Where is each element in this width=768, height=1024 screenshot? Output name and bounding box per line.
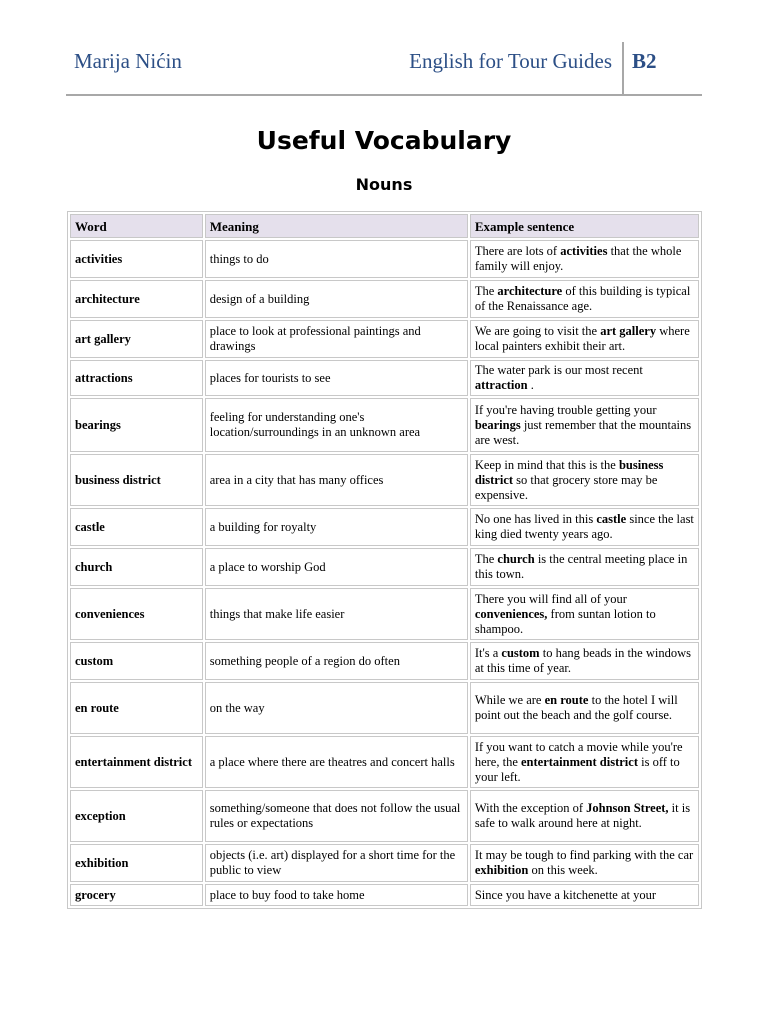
vocab-meaning: area in a city that has many offices <box>205 454 468 506</box>
vocab-word: grocery <box>70 884 203 906</box>
example-text: While we are <box>474 693 545 707</box>
vocab-example <box>470 360 699 396</box>
vocab-word: bearings <box>70 398 203 452</box>
example-highlight: activities <box>560 244 608 258</box>
course-title: English for Tour Guides <box>409 49 612 73</box>
vocab-meaning: a place where there are theatres and concert halls <box>205 736 468 788</box>
example-highlight: attraction <box>474 378 528 392</box>
column-header-meaning: Meaning <box>205 214 468 238</box>
example-text: to the hotel I will point out the beach and the golf course. <box>474 693 678 722</box>
example-text: it is safe to walk around here at night. <box>474 801 691 830</box>
vocab-example <box>470 844 699 882</box>
table-row <box>70 844 699 882</box>
example-text: to hang beads in the windows at this time of year. <box>474 646 691 675</box>
vocab-example <box>470 454 699 506</box>
example-text: Keep in mind that this is the <box>474 457 619 472</box>
example-highlight: exhibition <box>474 863 529 877</box>
table-row <box>70 884 699 906</box>
example-text: We are going to visit the <box>474 324 601 338</box>
author-name: Marija Nićin <box>74 49 182 73</box>
example-highlight: conveniences, <box>474 606 548 621</box>
vocab-word: entertainment district <box>70 736 203 788</box>
table-row <box>70 588 699 640</box>
example-highlight: art gallery <box>600 324 657 338</box>
table-row <box>70 454 699 506</box>
example-text: If you want to catch a movie while you're here, the <box>474 739 683 769</box>
example-text: since the last king died twenty years ago. <box>474 512 694 541</box>
vocab-meaning: place to look at professional paintings and drawings <box>205 320 468 358</box>
example-text: is off to your left. <box>474 754 680 784</box>
vocabulary-table <box>67 211 702 909</box>
column-header-example: Example sentence <box>470 214 699 238</box>
vocab-meaning: things to do <box>205 240 468 278</box>
vocab-example <box>470 398 699 452</box>
vocab-example <box>470 320 699 358</box>
vocab-meaning: places for tourists to see <box>205 360 468 396</box>
example-text: is the central meeting place in this town. <box>474 552 688 581</box>
vocab-meaning: objects (i.e. art) displayed for a short time for the public to view <box>205 844 468 882</box>
example-text: It's a <box>474 646 502 660</box>
table-row <box>70 682 699 734</box>
vocab-word: en route <box>70 682 203 734</box>
vocab-meaning: something/someone that does not follow the usual rules or expectations <box>205 790 468 842</box>
vocab-meaning: something people of a region do often <box>205 642 468 680</box>
table-row <box>70 398 699 452</box>
vocab-word: exception <box>70 790 203 842</box>
vocab-word: church <box>70 548 203 586</box>
example-highlight: architecture <box>497 284 563 298</box>
vocab-word: attractions <box>70 360 203 396</box>
example-text: There you will find all of your <box>474 591 627 606</box>
vocab-example <box>470 790 699 842</box>
example-text: that the whole family will enjoy. <box>474 244 682 273</box>
example-highlight: entertainment district <box>521 754 638 769</box>
example-text: It may be tough to find parking with the car <box>474 848 694 862</box>
example-text: just remember that the mountains are west. <box>474 417 692 447</box>
vocab-example <box>470 884 699 906</box>
vocab-example <box>470 280 699 318</box>
vocab-example <box>470 240 699 278</box>
example-text: . <box>527 378 534 392</box>
example-highlight: bearings <box>474 417 521 432</box>
example-text: There are lots of <box>474 244 561 258</box>
vocab-word: custom <box>70 642 203 680</box>
vocab-meaning: design of a building <box>205 280 468 318</box>
vocab-meaning: things that make life easier <box>205 588 468 640</box>
vocab-example <box>470 642 699 680</box>
vocab-example <box>470 736 699 788</box>
table-row <box>70 280 699 318</box>
vocab-example <box>470 548 699 586</box>
example-text: The <box>474 552 498 566</box>
table-row <box>70 548 699 586</box>
vocab-word: castle <box>70 508 203 546</box>
table-row <box>70 790 699 842</box>
example-highlight: en route <box>544 693 589 707</box>
vocab-word: exhibition <box>70 844 203 882</box>
example-highlight: church <box>497 552 535 566</box>
vocab-meaning: a building for royalty <box>205 508 468 546</box>
example-text: With the exception of <box>474 801 587 815</box>
example-text: No one has lived in this <box>474 512 597 526</box>
table-row <box>70 642 699 680</box>
vocab-meaning: place to buy food to take home <box>205 884 468 906</box>
level-badge: B2 <box>632 49 657 73</box>
example-text: The water park is our most recent <box>474 363 643 377</box>
vocab-meaning: feeling for understanding one's location/surroundings in an unknown area <box>205 398 468 452</box>
table-header-row <box>70 214 699 238</box>
example-text: from suntan lotion to shampoo. <box>474 606 656 636</box>
example-highlight: business district <box>474 457 664 487</box>
table-row <box>70 360 699 396</box>
example-text: The <box>474 284 498 298</box>
page-title: Useful Vocabulary <box>256 126 512 155</box>
example-text: If you're having trouble getting your <box>474 402 657 417</box>
vocab-meaning: on the way <box>205 682 468 734</box>
example-highlight: Johnson Street, <box>586 801 669 815</box>
example-text: where local painters exhibit their art. <box>474 324 690 353</box>
header-divider <box>622 42 624 94</box>
example-text: Since you have a kitchenette at your <box>474 887 657 902</box>
table-row <box>70 736 699 788</box>
page-header <box>66 42 702 96</box>
vocab-word: architecture <box>70 280 203 318</box>
section-subtitle: Nouns <box>355 175 413 194</box>
table-row <box>70 508 699 546</box>
example-highlight: custom <box>501 646 540 660</box>
table-row <box>70 320 699 358</box>
vocab-example <box>470 508 699 546</box>
vocab-example <box>470 682 699 734</box>
example-highlight: castle <box>596 512 627 526</box>
column-header-word: Word <box>70 214 203 238</box>
vocab-word: activities <box>70 240 203 278</box>
vocab-word: art gallery <box>70 320 203 358</box>
table-row <box>70 240 699 278</box>
vocab-word: business district <box>70 454 203 506</box>
example-text: of this building is typical of the Renaissance age. <box>474 284 691 313</box>
example-text: so that grocery store may be expensive. <box>474 472 658 502</box>
vocab-meaning: a place to worship God <box>205 548 468 586</box>
vocab-word: conveniences <box>70 588 203 640</box>
example-text: on this week. <box>528 863 598 877</box>
vocab-example <box>470 588 699 640</box>
